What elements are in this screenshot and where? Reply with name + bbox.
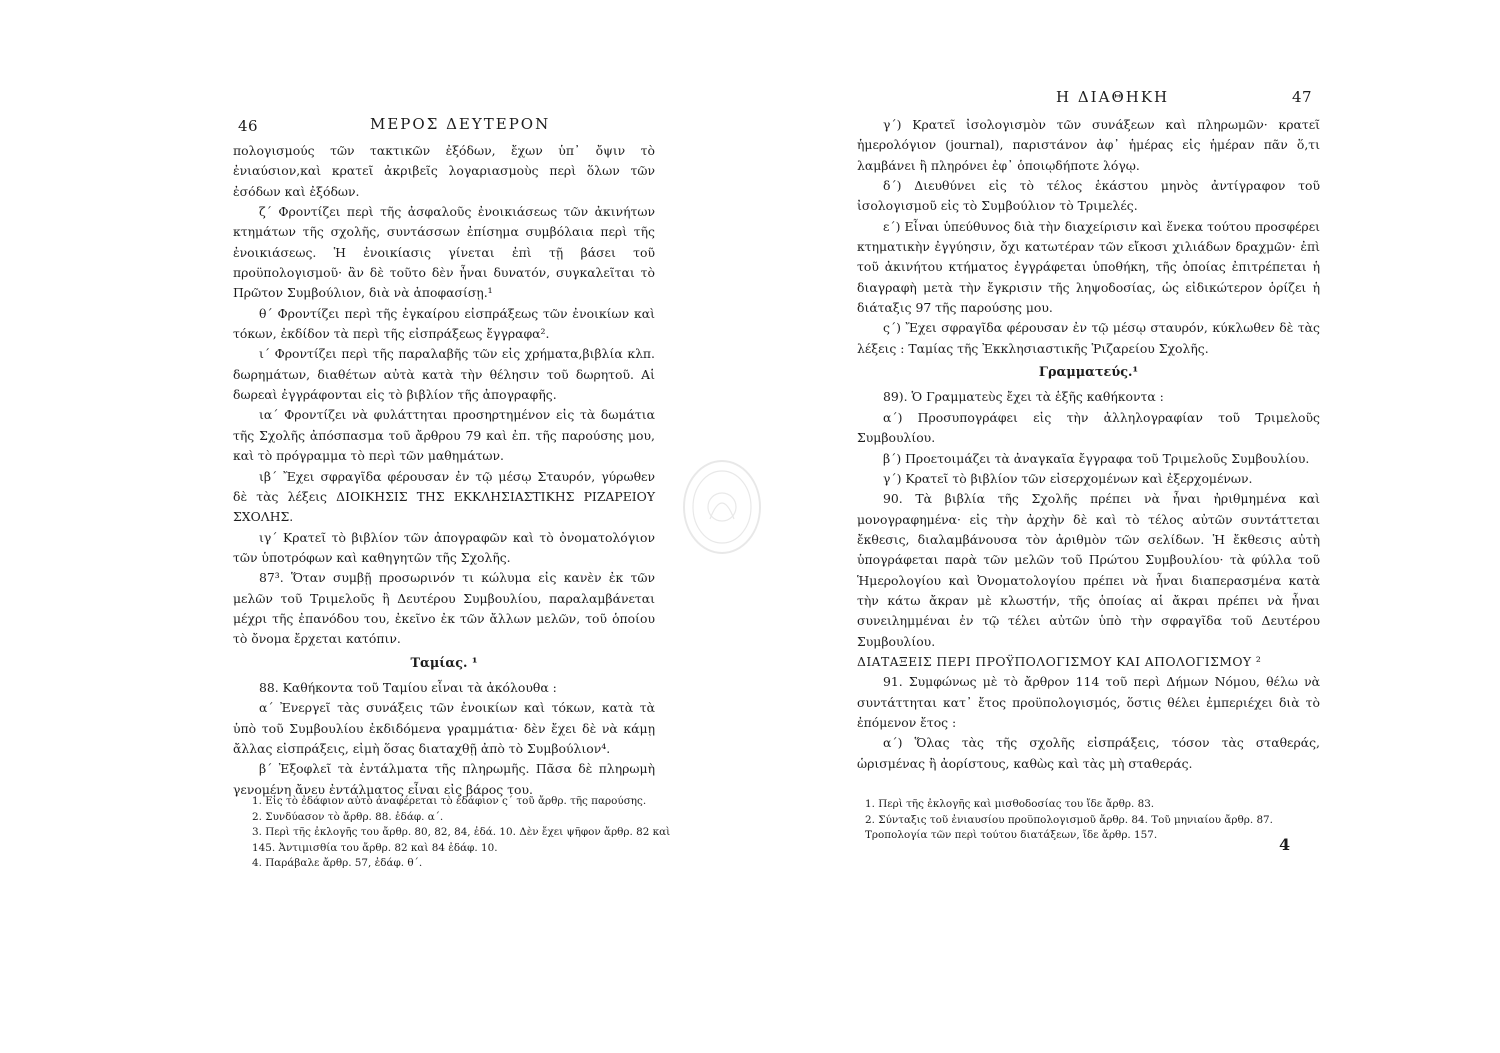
body-text <box>857 115 1320 774</box>
page-number: 46 <box>238 117 259 135</box>
paragraph: 90. Τὰ βιβλία τῆς Σχολῆς πρέπει νὰ ἦναι ἠριθμημένα καὶ μονογραφημένα· εἰς τὴν ἀρχὴν δὲ καὶ τὸ τέλος αὐτῶν συντάττεται ἔκθεσις, διαλαμβάνουσα τὸν ἀριθμὸν τῶν σελίδων. Ἡ ἔκθεσις αὐτὴ ὑπογράφεται παρὰ τῶν μελῶν τοῦ Πρώτου Συμβουλίου· τὰ φύλλα τοῦ Ἡμερολογίου καὶ Ὀνοματολογίου πρέπει νὰ ἦναι διαπερασμένα κατὰ τὴν κάτω ἄκραν μὲ κλωστήν, τῆς ὁποίας αἱ ἄκραι πρέπει νὰ ἦναι συνειλημμέναι ἐν τῷ τέλει αὐτῶν ὑπὸ τὴν σφραγῖδα τοῦ Δευτέρου Συμβουλίου. <box>857 491 1320 649</box>
section-heading-budget: ΔΙΑΤΑΞΕΙΣ ΠΕΡΙ ΠΡΟΫΠΟΛΟΓΙΣΜΟΥ ΚΑΙ ΑΠΟΛΟΓΙΣΜΟΥ ² <box>857 653 1262 669</box>
paragraph: πολογισμούς τῶν τακτικῶν ἐξόδων, ἔχων ὑπ᾽ ὄψιν τὸ ἐνιαύσιον,καὶ κρατεῖ ἀκριβεῖς λογαριασμοὺς περὶ ὅλων τῶν ἐσόδων καὶ ἐξόδων. <box>233 143 655 199</box>
paragraph: δ΄) Διευθύνει εἰς τὸ τέλος ἑκάστου μηνὸς ἀντίγραφον τοῦ ἰσολογισμοῦ εἰς τὸ Συμβούλιον τὸ Τριμελές. <box>857 178 1320 214</box>
footnote: 1. Εἰς τὸ ἐδάφιον αὐτὸ ἀναφέρεται τὸ ἐδάφιον ς΄ τοῦ ἄρθρ. τῆς παρούσης. <box>252 795 647 807</box>
footnote: 1. Περὶ τῆς ἐκλογῆς καὶ μισθοδοσίας του ἴδε ἄρθρ. 83. <box>865 798 1155 810</box>
paragraph: ε΄) Εἶναι ὑπεύθυνος διὰ τὴν διαχείρισιν καὶ ἕνεκα τούτου προσφέρει κτηματικὴν ἐγγύησιν, ὄχι κατωτέραν τῶν εἴκοσι χιλιάδων δραχμῶν· ἐπὶ τοῦ ἀκινήτου κτήματος ἐγγράφεται ὑποθήκη, τῆς ὁποίας ἐπιτρέπεται ἡ διαγραφὴ μετὰ τὴν ἔγκρισιν τῆς ληψοδοσίας, ὡς εἰδικώτερον ὁρίζει ἡ διάταξις 97 τῆς παρούσης μου. <box>857 218 1320 316</box>
paragraph: ιγ΄ Κρατεῖ τὸ βιβλίον τῶν ἀπογραφῶν καὶ τὸ ὀνοματολόγιον τῶν ὑποτρόφων καὶ καθηγητῶν τῆς Σχολῆς. <box>233 529 655 565</box>
paragraph: ς΄) Ἔχει σφραγῖδα φέρουσαν ἐν τῷ μέσῳ σταυρόν, κύκλωθεν δὲ τὰς λέξεις : Ταμίας τῆς Ἐκκλησιαστικῆς Ῥιζαρείου Σχολῆς. <box>857 320 1320 356</box>
paragraph: 91. Συμφώνως μὲ τὸ ἄρθρον 114 τοῦ περὶ Δήμων Νόμου, θέλω νὰ συντάττηται κατ᾽ ἔτος προϋπολογισμός, ὅστις θέλει ἐμπεριέχει διὰ τὸ ἐπόμενον ἔτος : <box>857 674 1320 730</box>
paragraph: ιβ΄ Ἔχει σφραγῖδα φέρουσαν ἐν τῷ μέσῳ Σταυρόν, γύρωθεν δὲ τὰς λέξεις ΔΙΟΙΚΗΣΙΣ ΤΗΣ ΕΚΚΛΗΣΙΑΣΤΙΚΗΣ ΡΙΖΑΡΕΙΟΥ ΣΧΟΛΗΣ. <box>233 468 655 525</box>
footnote: 3. Περὶ τῆς ἐκλογῆς του ἄρθρ. 80, 82, 84, ἐδά. 10. Δὲν ἔχει ψῆφον ἄρθρ. 82 καὶ 145. Ἀντιμισθία του ἄρθρ. 82 καὶ 84 ἐδάφ. 10. <box>252 826 671 854</box>
footnote: 4. Παράβαλε ἄρθρ. 57, ἐδάφ. θ΄. <box>252 857 423 870</box>
paragraph: θ΄ Φροντίζει περὶ τῆς ἐγκαίρου εἰσπράξεως τῶν ἐνοικίων καὶ τόκων, ἐκδίδον τὰ περὶ τῆς εἰσπράξεως ἔγγραφα². <box>233 305 655 342</box>
running-head: ΜΕΡΟΣ ΔΕΥΤΕΡΟΝ <box>370 115 551 133</box>
paragraph: α΄) Προσυπογράφει εἰς τὴν ἀλληλογραφίαν τοῦ Τριμελοῦς Συμβουλίου. <box>857 409 1320 446</box>
paragraph: β΄) Προετοιμάζει τὰ ἀναγκαῖα ἔγγραφα τοῦ Τριμελοῦς Συμβουλίου. <box>883 450 1310 466</box>
right-page <box>750 0 1500 1053</box>
footnotes <box>865 797 1325 844</box>
footnote: 2. Σύνταξις τοῦ ἐνιαυσίου προϋπολογισμοῦ ἄρθρ. 84. Τοῦ μηνιαίου ἄρθρ. 87. Τροπολογία τῶν περὶ τούτου διατάξεων, ἴδε ἄρθρ. 157. <box>865 813 1273 842</box>
paragraph: ζ΄ Φροντίζει περὶ τῆς ἀσφαλοῦς ἐνοικιάσεως τῶν ἀκινήτων κτημάτων τῆς σχολῆς, συντάσσων ἐπίσημα συμβόλαια περὶ τῆς ἐνοικιάσεως. Ἡ ἐνοικίασις γίνεται ἐπὶ τῇ βάσει τοῦ προϋπολογισμοῦ· ἂν δὲ τοῦτο δὲν ἦναι δυνατόν, συγκαλεῖται τὸ Πρῶτον Συμβούλιον, διὰ νὰ ἀποφασίσῃ.¹ <box>233 204 655 301</box>
paragraph: α΄ Ἐνεργεῖ τὰς συνάξεις τῶν ἐνοικίων καὶ τόκων, κατὰ τὰ ὑπὸ τοῦ Συμβουλίου ἐκδιδόμενα γραμμάτια· δὲν ἔχει δὲ νὰ κάμῃ ἄλλας εἰσπράξεις, εἰμὴ ὅσας διαταχθῇ ἀπὸ τὸ Συμβούλιον⁴. <box>233 700 655 756</box>
paragraph: ι΄ Φροντίζει περὶ τῆς παραλαβῆς τῶν εἰς χρήματα,βιβλία κλπ. δωρημάτων, διαθέτων αὐτὰ κατὰ τὴν θέλησιν τοῦ δωρητοῦ. Αἱ δωρεαὶ ἐγγράφονται εἰς τὸ βιβλίον τῆς ἀπογραφῆς. <box>233 346 655 403</box>
paragraph: ια΄ Φροντίζει νὰ φυλάττηται προσηρτημένον εἰς τὰ δωμάτια τῆς Σχολῆς ἀπόσπασμα τοῦ ἄρθρου 79 καὶ ἐπ. τῆς παρούσης μου, καὶ τὸ πρόγραμμα τὸ περὶ τῶν μαθημάτων. <box>233 407 655 464</box>
signature-mark: 4 <box>1279 835 1291 854</box>
paragraph: γ΄) Κρατεῖ τὸ βιβλίον τῶν εἰσερχομένων καὶ ἐξερχομένων. <box>883 470 1253 486</box>
section-heading-secretary: Γραμματεύς.¹ <box>1038 365 1139 381</box>
paragraph: 89). Ὁ Γραμματεὺς ἔχει τὰ ἑξῆς καθήκοντα : <box>883 389 1164 405</box>
running-head: Η ΔΙΑΘΗΚΗ <box>1056 88 1170 106</box>
paragraph: α΄) Ὅλας τὰς τῆς σχολῆς εἰσπράξεις, τόσον τὰς σταθεράς, ὡρισμένας ἢ ἀορίστους, καθὼς καὶ τὰς μὴ σταθεράς. <box>857 735 1320 771</box>
section-heading-treasurer: Ταμίας. ¹ <box>410 655 478 671</box>
paragraph: γ΄) Κρατεῖ ἰσολογισμὸν τῶν συνάξεων καὶ πληρωμῶν· κρατεῖ ἡμερολόγιον (journal), παριστάνον ἀφ᾽ ἡμέρας εἰς ἡμέραν πᾶν ὅ,τι λαμβάνει ἢ πληρόνει ἐφ᾽ ὁποιῳδήποτε λόγῳ. <box>857 117 1320 173</box>
paragraph: 87³. Ὅταν συμβῇ προσωρινόν τι κώλυμα εἰς κανὲν ἐκ τῶν μελῶν τοῦ Τριμελοῦς ἢ Δευτέρου Συμβουλίου, παραλαμβάνεται μέχρι τῆς ἐπανόδου του, ἐκεῖνο ἐκ τῶν ἄλλων μελῶν, τοῦ ὁποίου τὸ ὄνομα ἔρχεται κατόπιν. <box>233 570 655 647</box>
body-text <box>233 141 655 800</box>
footnotes <box>252 794 672 872</box>
footnote: 2. Συνδύασον τὸ ἄρθρ. 88. ἐδάφ. α΄. <box>252 810 444 823</box>
paragraph: β΄ Ἐξοφλεῖ τὰ ἐντάλματα τῆς πληρωμῆς. Πᾶσα δὲ πληρωμὴ γενομένη ἄνευ ἐντάλματος εἶναι εἰς βάρος του. <box>233 761 655 797</box>
paragraph: 88. Καθήκοντα τοῦ Ταμίου εἶναι τὰ ἀκόλουθα : <box>259 679 557 695</box>
page-number: 47 <box>1292 88 1313 106</box>
